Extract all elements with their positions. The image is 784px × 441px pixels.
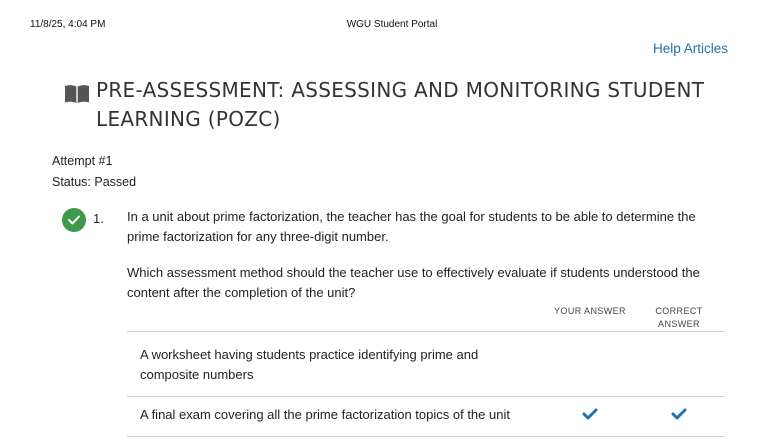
question-number: 1.	[93, 211, 104, 226]
book-icon	[64, 84, 90, 104]
correct-answer-check-icon	[671, 408, 687, 420]
check-circle-icon	[62, 208, 86, 232]
answer-option-1: A worksheet having students practice identifying prime and composite numbers	[140, 347, 479, 382]
help-articles-link[interactable]: Help Articles	[652, 41, 728, 56]
page-title: PRE-ASSESSMENT: ASSESSING AND MONITORING STUDENT LEARNING (POZC)	[96, 78, 705, 131]
question-text: In a unit about prime factorization, the teacher has the goal for students to be able to determine the prime factorization for any three-digit number.	[127, 209, 696, 244]
attempt-status: Status: Passed	[52, 175, 137, 189]
print-title: WGU Student Portal	[346, 19, 438, 30]
question-prompt: Which assessment method should the teacher use to effectively evaluate if students understood the content after the completion of the unit?	[127, 265, 700, 300]
attempt-number: Attempt #1	[52, 154, 113, 168]
table-divider	[127, 396, 724, 397]
your-answer-column-header: YOUR ANSWER	[554, 306, 626, 316]
table-divider	[127, 436, 724, 437]
print-date: 11/8/25, 4:04 PM	[30, 19, 106, 30]
correct-answer-column-header: CORRECT ANSWER	[655, 306, 703, 329]
your-answer-check-icon	[582, 408, 598, 420]
table-divider	[127, 331, 724, 332]
checkmark-icon	[67, 214, 81, 226]
answer-option-2: A final exam covering all the prime factorization topics of the unit	[140, 407, 510, 422]
